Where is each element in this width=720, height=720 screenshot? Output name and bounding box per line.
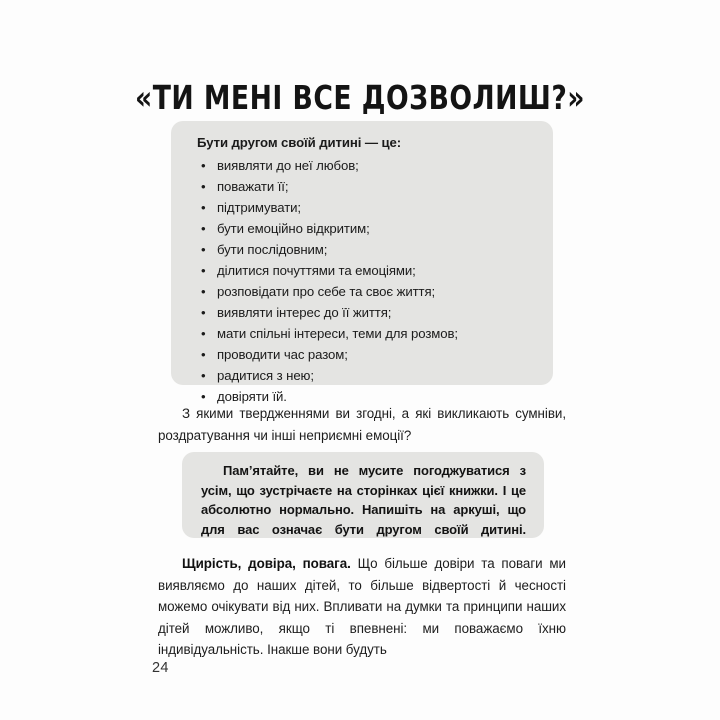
list-item-label: довіряти їй.: [217, 389, 287, 404]
bullet-icon: •: [201, 347, 206, 362]
list-item: [197, 197, 533, 218]
list-item-label: бути емоційно відкритим;: [217, 221, 370, 236]
list-item-label: ділитися почуттями та емоціями;: [217, 263, 416, 278]
list-item: [197, 155, 533, 176]
list-item-label: виявляти до неї любов;: [217, 158, 359, 173]
bullet-icon: •: [201, 305, 206, 320]
list-item-label: проводити час разом;: [217, 347, 348, 362]
list-item: [197, 344, 533, 365]
list-item: [197, 365, 533, 386]
list-item: [197, 218, 533, 239]
remember-note-callout: [182, 452, 544, 538]
closing-paragraph-lead: Щирість, довіра, повага.: [182, 556, 351, 571]
bullet-icon: •: [201, 242, 206, 257]
list-item: [197, 260, 533, 281]
bullet-icon: •: [201, 263, 206, 278]
list-item: [197, 176, 533, 197]
friendship-list-callout: [171, 121, 553, 404]
closing-paragraph: [158, 553, 566, 661]
list-item-label: бути послідовним;: [217, 242, 328, 257]
list-item: [197, 302, 533, 323]
closing-paragraph-body: Що більше довіри та поваги ми виявляємо до наших дітей, то більше відвертості й чесності можемо очікувати від них. Впливати на думки та принципи наших дітей можливо, якщо ті впевнені: ми поважаємо їхню індивідуальність. Інакше вони будуть: [158, 556, 566, 657]
bullet-icon: •: [201, 200, 206, 215]
bullet-icon: •: [201, 284, 206, 299]
question-paragraph: З якими твердженнями ви згодні, а які викликають сумніви, роздратування чи інші неприємні емоції?: [158, 406, 566, 443]
list-item: [197, 323, 533, 344]
list-item-label: підтримувати;: [217, 200, 301, 215]
bullet-icon: •: [201, 368, 206, 383]
note-text: Пам’ятайте, ви не мусите погоджуватися з усім, що зустрічаєте на сторінках цієї книжки. І це абсолютно нормально. Напишіть на аркуші, що для вас означає бути другом своїй дитині.: [201, 463, 526, 537]
friendship-bullet-list: [197, 155, 533, 407]
list-item: [197, 281, 533, 302]
bullet-icon: •: [201, 158, 206, 173]
page-title: «ТИ МЕНІ ВСЕ ДОЗВОЛИШ?»: [135, 79, 585, 118]
bullet-icon: •: [201, 221, 206, 236]
bullet-icon: •: [201, 389, 206, 404]
bullet-icon: •: [201, 179, 206, 194]
list-heading: Бути другом своїй дитині — це:: [197, 135, 402, 150]
list-item-label: розповідати про себе та своє життя;: [217, 284, 436, 299]
page-number: 24: [152, 660, 169, 676]
list-item-label: поважати її;: [217, 179, 289, 194]
bullet-icon: •: [201, 326, 206, 341]
list-item: [197, 239, 533, 260]
list-item-label: виявляти інтерес до її життя;: [217, 305, 392, 320]
list-item-label: мати спільні інтереси, теми для розмов;: [217, 326, 458, 341]
list-item-label: радитися з нею;: [217, 368, 314, 383]
